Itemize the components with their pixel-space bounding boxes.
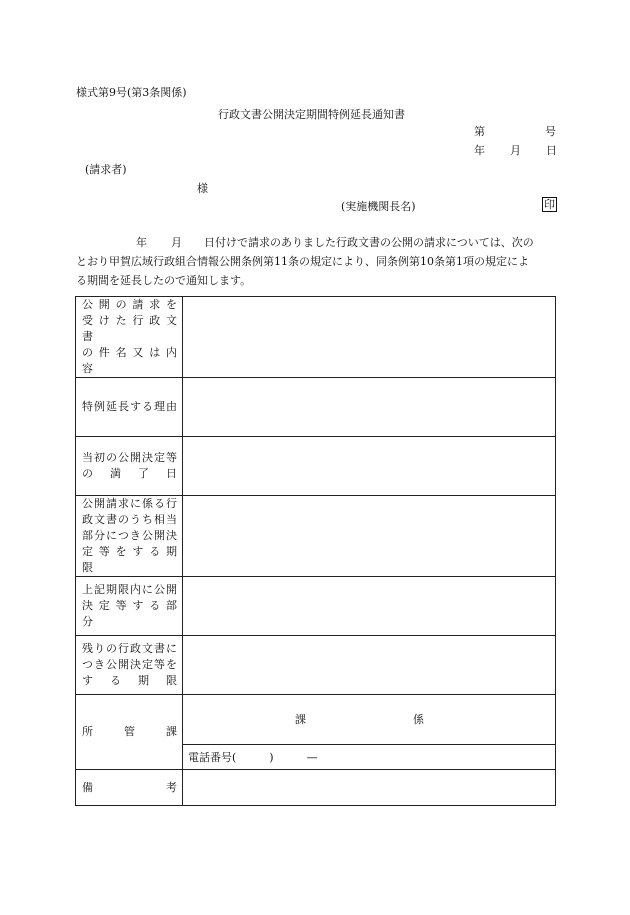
date-day: 日 [546, 144, 557, 157]
date-month: 月 [510, 144, 521, 157]
label-line: 受 け た 行 政 文 書 [82, 314, 177, 343]
body-paragraph [76, 233, 560, 290]
body-line-3: る期間を延長したので通知します。 [76, 274, 252, 287]
value-extension-reason[interactable] [183, 378, 556, 437]
value-request-subject[interactable] [183, 297, 556, 378]
label-original-deadline [76, 437, 183, 496]
label-line: 残りの行政文書に [82, 642, 177, 655]
value-remaining-deadline[interactable] [183, 636, 556, 695]
value-partial-deadline[interactable] [183, 496, 556, 577]
value-partial-scope[interactable] [183, 577, 556, 636]
label-line: の満了日 [82, 467, 177, 480]
row-original-deadline [76, 437, 556, 496]
label-line: つき公開決定等を [82, 658, 177, 671]
label-line: 上記期限内に公開 [82, 583, 177, 596]
form-number: 様式第9号(第3条関係) [76, 86, 187, 99]
requester-label: (請求者) [85, 163, 127, 176]
value-department[interactable] [183, 695, 556, 745]
document-title: 行政文書公開決定期間特例延長通知書 [218, 108, 405, 121]
row-remaining-deadline [76, 636, 556, 695]
value-remarks[interactable] [183, 770, 556, 806]
label-remarks [76, 770, 183, 806]
department-kakari: 係 [413, 713, 424, 726]
notice-form-table [75, 296, 556, 806]
row-request-subject [76, 297, 556, 378]
label-line: 政文書のうち相当 [82, 513, 177, 526]
label-line: 部分につき公開決 [82, 529, 177, 542]
body-line-2: とおり甲賀広域行政組合情報公開条例第11条の規定により、同条例第10条第1項の規定によ [76, 255, 529, 268]
doc-number-prefix: 第 [474, 125, 485, 138]
row-department [76, 695, 556, 745]
label-line: 所管課 [82, 725, 177, 738]
row-remarks [76, 770, 556, 806]
label-line: 公開請求に係る行 [82, 497, 177, 510]
value-phone[interactable]: 電話番号( ) — [183, 745, 556, 770]
row-partial-scope [76, 577, 556, 636]
value-original-deadline[interactable] [183, 437, 556, 496]
label-line: 定 等 を す る 期 限 [82, 545, 177, 574]
seal-mark: 印 [544, 198, 555, 211]
label-partial-scope [76, 577, 183, 636]
department-ka: 課 [295, 713, 306, 726]
row-partial-deadline [76, 496, 556, 577]
label-line: 決 定 等 す る 部 分 [82, 599, 177, 628]
agency-head: (実施機関長名) [341, 200, 416, 213]
label-remaining-deadline [76, 636, 183, 695]
body-month: 月 [171, 236, 182, 249]
body-line-1-rest: 日付けで請求のありました行政文書の公開の請求については、次の [204, 236, 534, 249]
label-request-subject [76, 297, 183, 378]
body-year: 年 [136, 236, 147, 249]
label-department [76, 695, 183, 770]
label-line: 公 開 の 請 求 を [82, 298, 177, 311]
label-extension-reason [76, 378, 183, 437]
date-year: 年 [474, 144, 485, 157]
honorific: 様 [197, 182, 208, 195]
label-line: の 件 名 又 は 内 容 [82, 346, 177, 375]
label-line: 備考 [82, 780, 177, 794]
label-line: 特例延長する理由 [82, 400, 177, 413]
body-line-1 [76, 233, 560, 252]
label-partial-deadline [76, 496, 183, 577]
row-extension-reason [76, 378, 556, 437]
label-line: する期限 [82, 674, 177, 687]
label-line: 当初の公開決定等 [82, 451, 177, 464]
doc-number-suffix: 号 [545, 125, 556, 138]
